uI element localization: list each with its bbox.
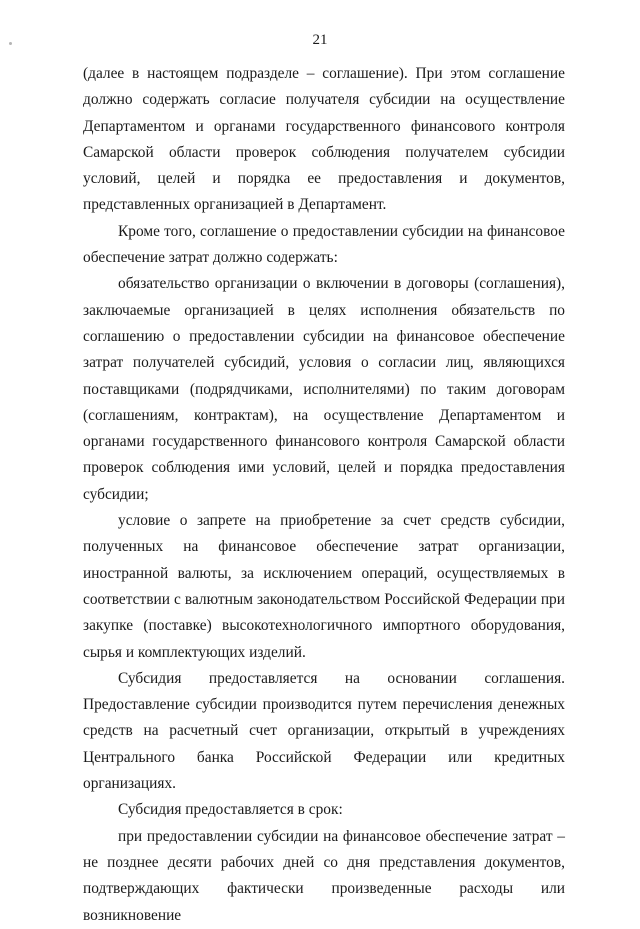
paragraph-subsidy-term: Субсидия предоставляется в срок: xyxy=(118,801,343,819)
document-body xyxy=(83,61,565,929)
paragraph-agreement-content: Кроме того, соглашение о предоставлении субсидии на финансовое обеспечение затрат должно содержать: xyxy=(83,222,565,267)
paragraph-currency-prohibition: условие о запрете на приобретение за счет средств субсидии, полученных на финансовое обеспечение затрат организации, иностранной валюты, за исключением операций, осуществляемых в соответствии с валютным законодательством Российской Федерации при закупке (поставке) высокотехнологичного импортного оборудования, сырья и комплектующих изделий. xyxy=(83,512,565,661)
paragraph-continuation: (далее в настоящем подразделе – соглашение). При этом соглашение должно содержать согласие получателя субсидии на осуществление Департаментом и органами государственного финансового контроля Самарской области проверок соблюдения получателем субсидии условий, целей и порядка ее предоставления и документов, представленных организацией в Департамент. xyxy=(83,65,565,214)
paragraph-financing-deadline: при предоставлении субсидии на финансовое обеспечение затрат – не позднее десяти рабочих дней со дня представления документов, подтверждающих фактически произведенные расходы или возникновение xyxy=(83,827,565,924)
page-number: 21 xyxy=(312,32,328,48)
paragraph-subsidy-basis: Субсидия предоставляется на основании соглашения. Предоставление субсидии производится путем перечисления денежных средств на расчетный счет организации, открытый в учреждениях Центрального банка Российской Федерации или кредитных организациях. xyxy=(83,669,565,793)
paragraph-obligation: обязательство организации о включении в договоры (соглашения), заключаемые организацией в целях исполнения обязательств по соглашению о предоставлении субсидии на финансовое обеспечение затрат получателей субсидий, условия о согласии лиц, являющихся поставщиками (подрядчиками, исполнителями) по таким договорам (соглашениям, контрактам), на осуществление Департаментом и органами государственного финансового контроля Самарской области проверок соблюдения ими условий, целей и порядка предоставления субсидии; xyxy=(83,275,565,503)
